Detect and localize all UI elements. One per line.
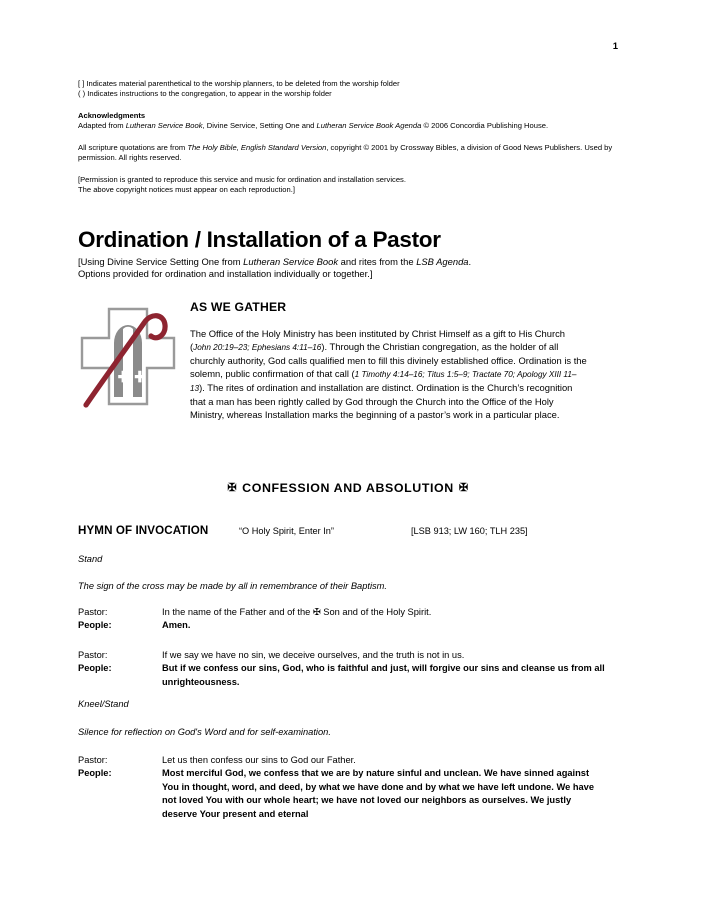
speaker-label-people: People:: [78, 663, 112, 674]
rubric-stand: Stand: [78, 554, 103, 564]
as-we-gather-heading: AS WE GATHER: [190, 300, 287, 314]
dialogue-invocation: [78, 606, 608, 633]
dialogue-text-pastor: [162, 607, 431, 617]
speaker-label-people: People:: [78, 620, 112, 631]
subtitle-work-one: Lutheran Service Book: [243, 255, 339, 267]
rubric-silence: Silence for reflection on God's Word and for self-examination.: [78, 727, 331, 737]
acknowledgment-source: [78, 121, 618, 131]
permission-line-two: The above copyright notices must appear on each reproduction.]: [78, 185, 295, 195]
hymn-of-invocation-row: [78, 524, 618, 540]
invocation-post: Son and of the Holy Spirit.: [320, 607, 432, 617]
dialogue-text-people: But if we confess our sins, God, who is faithful and just, will forgive our sins and cleanse us from all unrighteousness.: [162, 663, 605, 687]
speaker-label-pastor: Pastor:: [78, 607, 108, 617]
dialogue-line-pastor: [78, 649, 608, 662]
dialogue-text-people: Amen.: [162, 620, 191, 631]
speaker-label-pastor: Pastor:: [78, 650, 108, 660]
hymn-label: HYMN OF INVOCATION: [78, 524, 209, 537]
dialogue-text-pastor: If we say we have no sin, we deceive ourselves, and the truth is not in us.: [162, 650, 465, 660]
title-subtitle: [78, 256, 618, 281]
subtitle-line-two: Options provided for ordination and installation individually or together.]: [78, 268, 373, 280]
dialogue-line-people: [78, 619, 608, 632]
scripture-notice-block: [78, 143, 618, 164]
dialogue-confession-one: [78, 649, 608, 689]
hymn-title: “O Holy Spirit, Enter In”: [239, 526, 334, 536]
page-title: Ordination / Installation of a Pastor: [78, 227, 441, 252]
dialogue-line-people: [78, 662, 608, 689]
dialogue-text-people: Most merciful God, we confess that we are by nature sinful and unclean. We have sinned against You in thought, word, and deed, by what we have done and by what we have left undone. We have not loved You with our whole heart; we have not loved our neighbors as ourselves. We justly deserve Your present and eternal: [162, 768, 595, 819]
scripture-prefix: All scripture quotations are from: [78, 142, 188, 152]
acknowledgments-block: [78, 111, 618, 132]
section-header-confession: [78, 481, 618, 495]
ack-middle: , Divine Service, Setting One and: [202, 121, 317, 131]
legend-line-bracket: [ ] Indicates material parenthetical to the worship planners, to be deleted from the worship folder: [78, 79, 400, 88]
title-block: [78, 228, 618, 281]
front-matter: [78, 79, 618, 196]
gather-seg-three: ). The rites of ordination and installation are distinct. Ordination is the Church’s recognition that a man has been rightly called by God through the Church into the Office of the Holy Ministry, whereas Installation marks the beginning of a pastor’s work in a particular place.: [190, 381, 573, 420]
dialogue-line-pastor: [78, 606, 608, 619]
gather-seg-two: ). Through the Christian congregation, as the holder of all churchly authority, God calls qualified men to fill this divinely established office. Ordination is the solemn, public confirmation of that call (: [190, 341, 587, 380]
subtitle-work-two: LSB Agenda: [416, 255, 469, 267]
hymn-references: [LSB 913; LW 160; TLH 235]: [411, 526, 528, 536]
ack-work-two: Lutheran Service Book Agenda: [316, 121, 422, 131]
speaker-label-people: People:: [78, 768, 112, 779]
scripture-work: The Holy Bible, English Standard Version: [187, 142, 327, 152]
cross-pattee-icon-right: ✠: [458, 482, 469, 494]
page-number: 1: [612, 41, 618, 52]
cross-pattee-icon-left: ✠: [227, 482, 238, 494]
dialogue-line-people: [78, 767, 608, 821]
permission-line-one: [Permission is granted to reproduce this service and music for ordination and installation services.: [78, 174, 406, 184]
as-we-gather-text: [190, 300, 588, 421]
gather-citation-one: John 20:19–23; Ephesians 4:11–16: [193, 343, 322, 353]
as-we-gather-body: [190, 327, 588, 421]
dialogue-line-pastor: [78, 754, 608, 767]
acknowledgments-heading: Acknowledgments: [78, 110, 146, 120]
dialogue-text-pastor: Let us then confess our sins to God our Father.: [162, 755, 356, 765]
subtitle-suffix: .: [468, 255, 472, 267]
speaker-label-pastor: Pastor:: [78, 755, 108, 765]
rubric-kneel-stand: Kneel/Stand: [78, 699, 129, 709]
ack-prefix: Adapted from: [78, 121, 126, 131]
ack-work-one: Lutheran Service Book: [125, 121, 203, 131]
section-header-label: CONFESSION AND ABSOLUTION: [242, 481, 454, 495]
subtitle-prefix: [Using Divine Service Setting One from: [78, 255, 244, 267]
ordination-cross-crozier-logo: [78, 305, 178, 408]
permission-block: [78, 175, 618, 196]
ack-suffix: © 2006 Concordia Publishing House.: [421, 121, 549, 131]
invocation-pre: In the name of the Father and of the: [162, 607, 313, 617]
subtitle-middle: and rites from the: [338, 255, 417, 267]
gather-citation-two: 1 Timothy 4:14–16; Titus 1:5–9; Tractate 70; Apology XIII 11–13: [190, 370, 577, 393]
dialogue-confession-two: [78, 754, 608, 821]
scripture-suffix: , copyright © 2001 by Crossway Bibles, a division of Good News Publishers. Used by permission. All rights reserved.: [78, 142, 613, 163]
legend-line-paren: ( ) Indicates instructions to the congregation, to appear in the worship folder: [78, 89, 332, 99]
cross-pattee-icon-invocation: ✠: [312, 607, 321, 617]
gather-seg-one: The Office of the Holy Ministry has been instituted by Christ Himself as a gift to His Church (: [190, 328, 565, 353]
rubric-sign-of-the-cross: The sign of the cross may be made by all in remembrance of their Baptism.: [78, 581, 387, 591]
scripture-notice: [78, 143, 618, 164]
